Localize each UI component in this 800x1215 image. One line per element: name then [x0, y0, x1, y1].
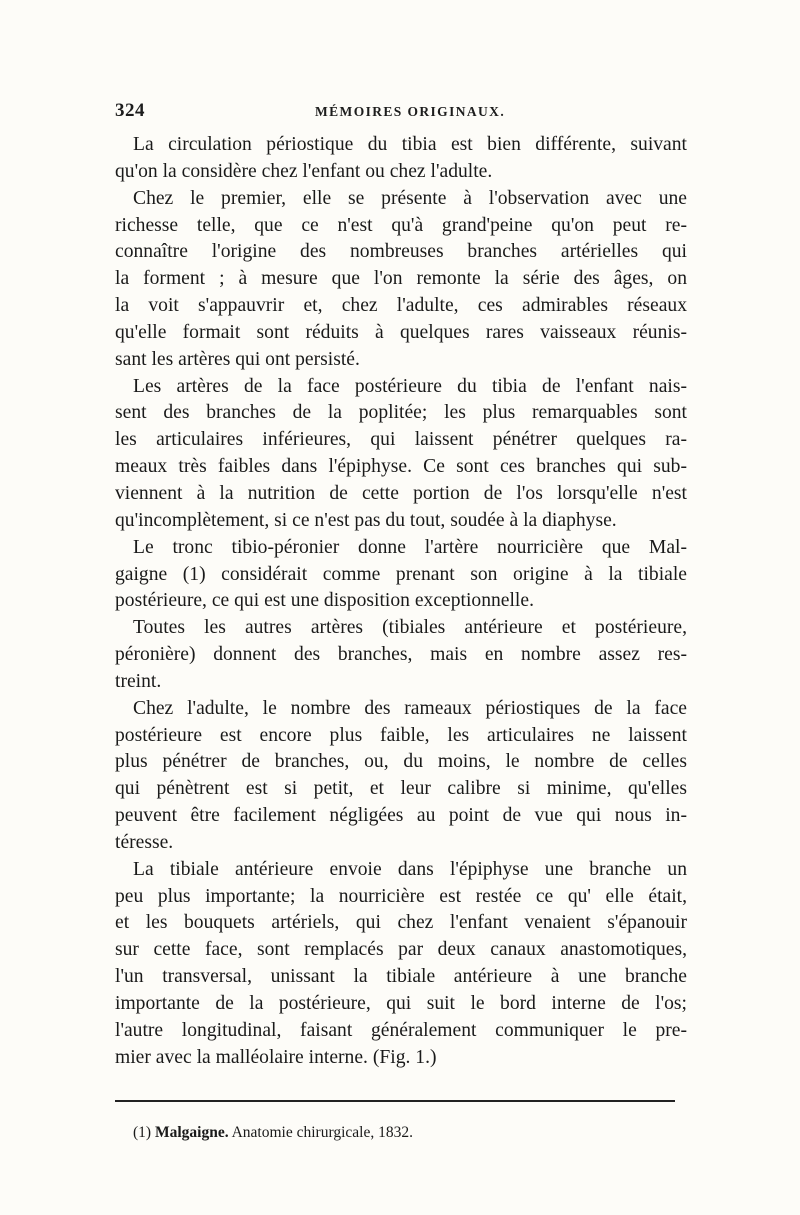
- text-line: importante de la postérieure, qui suit le bord interne de l'os;: [115, 993, 687, 1014]
- text-line: Chez le premier, elle se présente à l'observation avec une: [133, 187, 687, 209]
- text-line: peuvent être facilement négligées au point de vue qui nous in-: [115, 805, 687, 827]
- text-line: et les bouquets artériels, qui chez l'enfant venaient s'épanouir: [115, 912, 687, 934]
- paragraph: [115, 132, 687, 186]
- text-line: peu plus importante; la nourricière est restée ce qu' elle était,: [115, 885, 687, 907]
- text-line: gaigne (1) considérait comme prenant son origine à la tibiale: [115, 563, 687, 585]
- text-line: qu'incomplètement, si ce n'est pas du tout, soudée à la diaphyse.: [115, 509, 617, 531]
- running-title: MÉMOIRES ORIGINAUX.: [315, 104, 506, 119]
- text-line: la voit s'appauvrir et, chez l'adulte, ces admirables réseaux: [115, 295, 687, 317]
- text-line: l'un transversal, unissant la tibiale antérieure à une branche: [115, 966, 687, 988]
- text-line: meaux très faibles dans l'épiphyse. Ce sont ces branches qui sub-: [115, 456, 687, 478]
- text-line: plus pénétrer de branches, ou, du moins, le nombre de celles: [115, 751, 687, 773]
- text-line: qu'on la considère chez l'enfant ou chez l'adulte.: [115, 160, 493, 182]
- text-line: les articulaires inférieures, qui laissent pénétrer quelques ra-: [115, 429, 687, 451]
- text-line: qu'elle formait sont réduits à quelques rares vaisseaux réunis-: [115, 321, 687, 343]
- text-line: sant les artères qui ont persisté.: [115, 348, 360, 370]
- paragraph: [115, 696, 687, 857]
- text-line: la forment ; à mesure que l'on remonte la série des âges, on: [115, 268, 687, 290]
- text-line: viennent à la nutrition de cette portion de l'os lorsqu'elle n'est: [115, 482, 687, 504]
- text-line: Le tronc tibio-péronier donne l'artère nourricière que Mal-: [133, 536, 687, 558]
- footnote-text: Anatomie chirurgicale, 1832.: [231, 1124, 413, 1141]
- paragraph: [115, 374, 687, 535]
- footnote: [133, 1124, 413, 1142]
- text-line: sur cette face, sont remplacés par deux canaux anastomotiques,: [115, 939, 687, 961]
- paragraph: [115, 186, 687, 374]
- text-line: péronière) donnent des branches, mais en nombre assez res-: [115, 644, 687, 666]
- footnote-marker: (1): [133, 1124, 152, 1141]
- text-line: qui pénètrent est si petit, et leur calibre si minime, qu'elles: [115, 778, 687, 800]
- page-number: 324: [115, 100, 145, 121]
- text-line: La tibiale antérieure envoie dans l'épiphyse une branche un: [133, 858, 687, 880]
- footnote-separator: [115, 1100, 675, 1102]
- body-text: [115, 132, 687, 1072]
- text-line: Les artères de la face postérieure du tibia de l'enfant nais-: [133, 375, 687, 397]
- text-line: sent des branches de la poplitée; les plus remarquables sont: [115, 402, 687, 424]
- text-line: postérieure, ce qui est une disposition exceptionnelle.: [115, 590, 534, 612]
- text-line: mier avec la malléolaire interne. (Fig. 1.): [115, 1046, 437, 1068]
- text-line: téresse.: [115, 831, 174, 853]
- text-line: richesse telle, que ce n'est qu'à grand'peine qu'on peut re-: [115, 214, 687, 236]
- paragraph: [115, 615, 687, 696]
- paragraph: [115, 857, 687, 1072]
- text-line: treint.: [115, 670, 162, 692]
- text-line: Toutes les autres artères (tibiales antérieure et postérieure,: [133, 617, 687, 639]
- paragraph: [115, 535, 687, 616]
- text-line: Chez l'adulte, le nombre des rameaux périostiques de la face: [133, 697, 687, 719]
- running-head: [115, 100, 685, 124]
- text-line: postérieure est encore plus faible, les articulaires ne laissent: [115, 724, 687, 746]
- footnote-author: Malgaigne.: [154, 1124, 229, 1141]
- text-line: l'autre longitudinal, faisant généralement communiquer le pre-: [115, 1019, 687, 1041]
- text-line: La circulation périostique du tibia est bien différente, suivant: [133, 134, 687, 155]
- text-line: connaître l'origine des nombreuses branches artérielles qui: [115, 241, 687, 263]
